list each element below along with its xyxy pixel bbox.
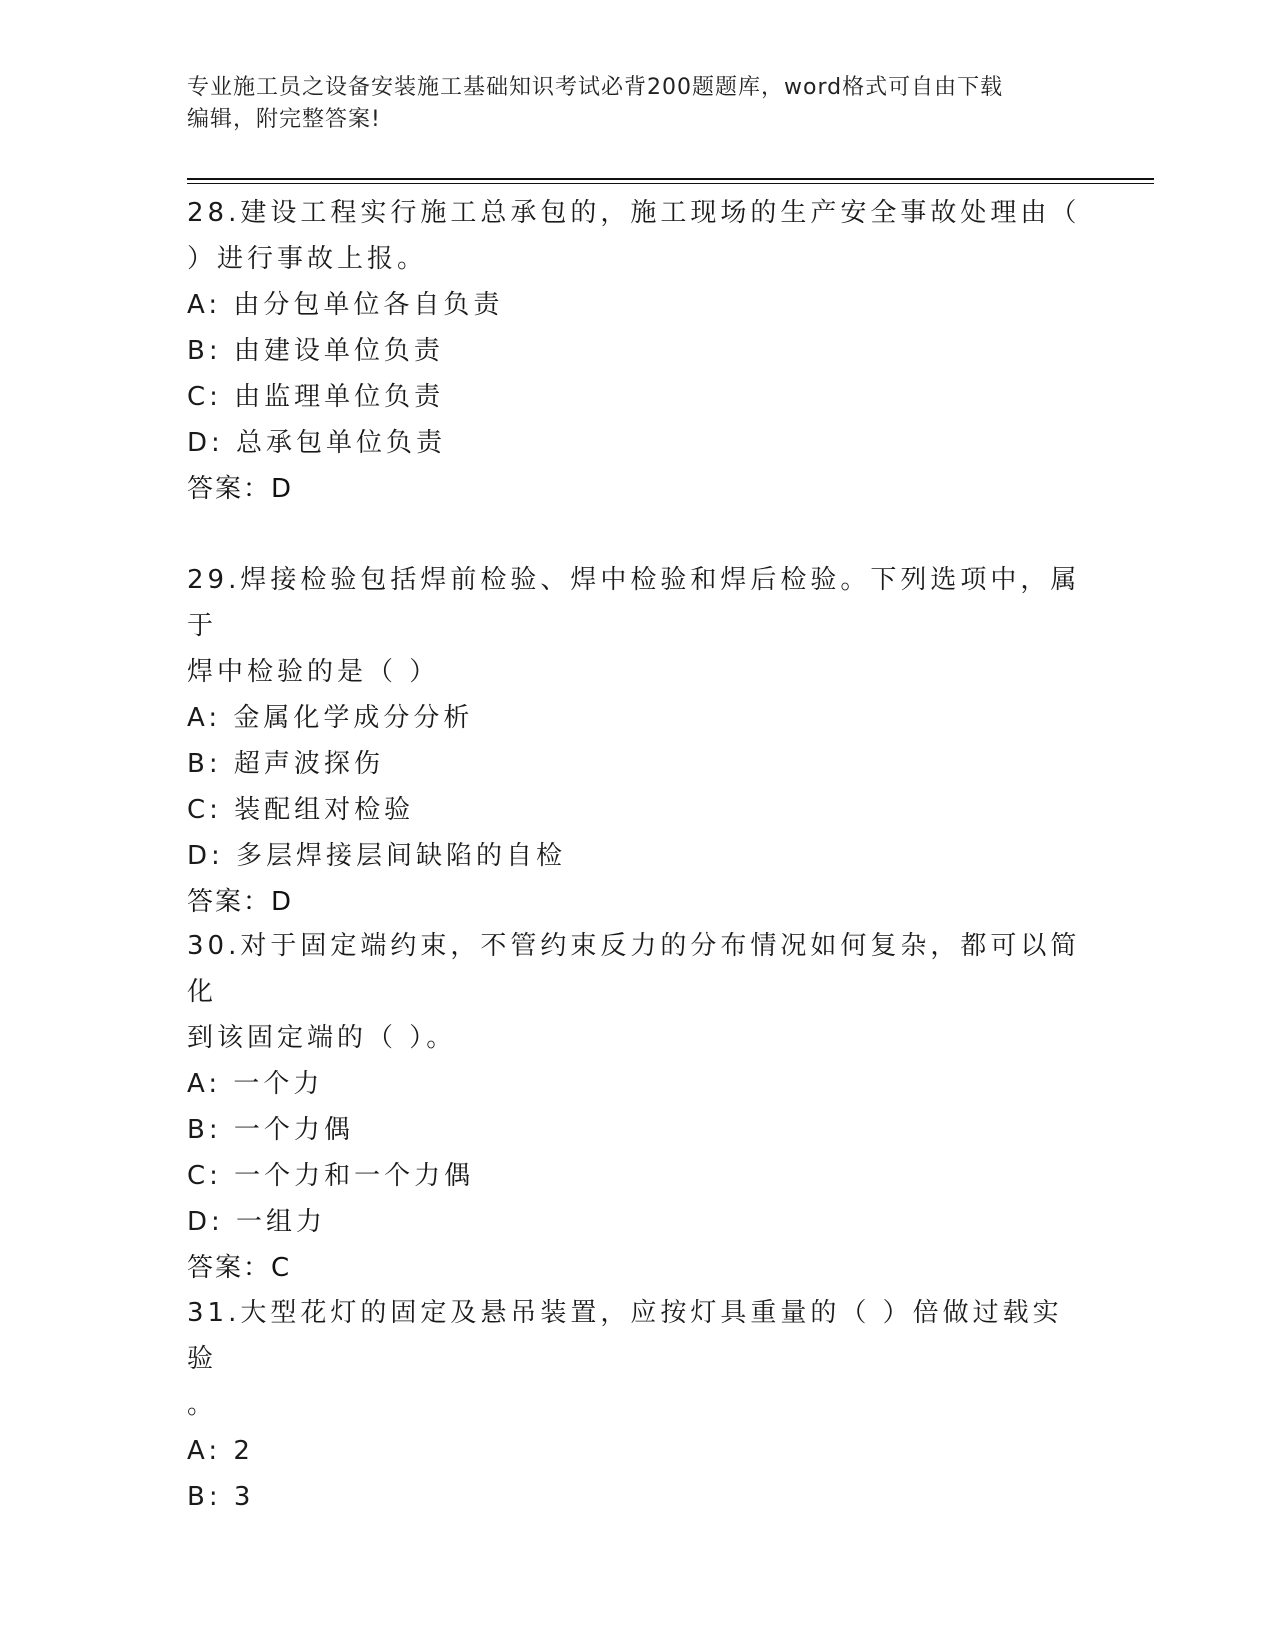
answer-label: 答案：D [187, 887, 294, 917]
header-line-2: 编辑，附完整答案! [187, 107, 381, 132]
option-a: A: 一个力 [187, 1069, 324, 1099]
question-31 [187, 1290, 1087, 1520]
header-divider-thin [187, 183, 1154, 184]
question-stem-line: 28.建设工程实行施工总承包的，施工现场的生产安全事故处理由（ [187, 198, 1081, 228]
question-stem-line: 到该固定端的（ ）。 [187, 1023, 457, 1053]
answer-label: 答案：D [187, 474, 294, 504]
option-a: A: 2 [187, 1436, 254, 1466]
option-a: A: 金属化学成分分析 [187, 703, 474, 733]
option-d: D: 多层焊接层间缺陷的自检 [187, 841, 567, 871]
question-stem-line: 31.大型花灯的固定及悬吊装置，应按灯具重量的（ ）倍做过载实验 [187, 1298, 1063, 1374]
question-29 [187, 557, 1087, 925]
option-a: A: 由分包单位各自负责 [187, 290, 504, 320]
question-stem-line: 29.焊接检验包括焊前检验、焊中检验和焊后检验。下列选项中，属于 [187, 565, 1081, 641]
question-stem-line: 。 [187, 1390, 218, 1420]
question-30 [187, 923, 1087, 1291]
question-stem-line: 30.对于固定端约束，不管约束反力的分布情况如何复杂，都可以简化 [187, 931, 1081, 1007]
option-d: D: 一组力 [187, 1207, 327, 1237]
header-divider-thick [187, 178, 1154, 180]
option-b: B: 3 [187, 1482, 255, 1512]
option-d: D: 总承包单位负责 [187, 428, 447, 458]
option-c: C: 装配组对检验 [187, 795, 415, 825]
option-b: B: 超声波探伤 [187, 749, 384, 779]
document-header [187, 72, 1067, 136]
question-stem-line: 焊中检验的是（ ） [187, 657, 440, 687]
option-c: C: 一个力和一个力偶 [187, 1161, 475, 1191]
option-c: C: 由监理单位负责 [187, 382, 445, 412]
header-line-1: 专业施工员之设备安装施工基础知识考试必背200题题库，word格式可自由下载 [187, 75, 1004, 100]
question-28 [187, 190, 1087, 512]
question-stem-line: ）进行事故上报。 [187, 244, 428, 274]
option-b: B: 由建设单位负责 [187, 336, 444, 366]
answer-label: 答案：C [187, 1253, 292, 1283]
option-b: B: 一个力偶 [187, 1115, 354, 1145]
